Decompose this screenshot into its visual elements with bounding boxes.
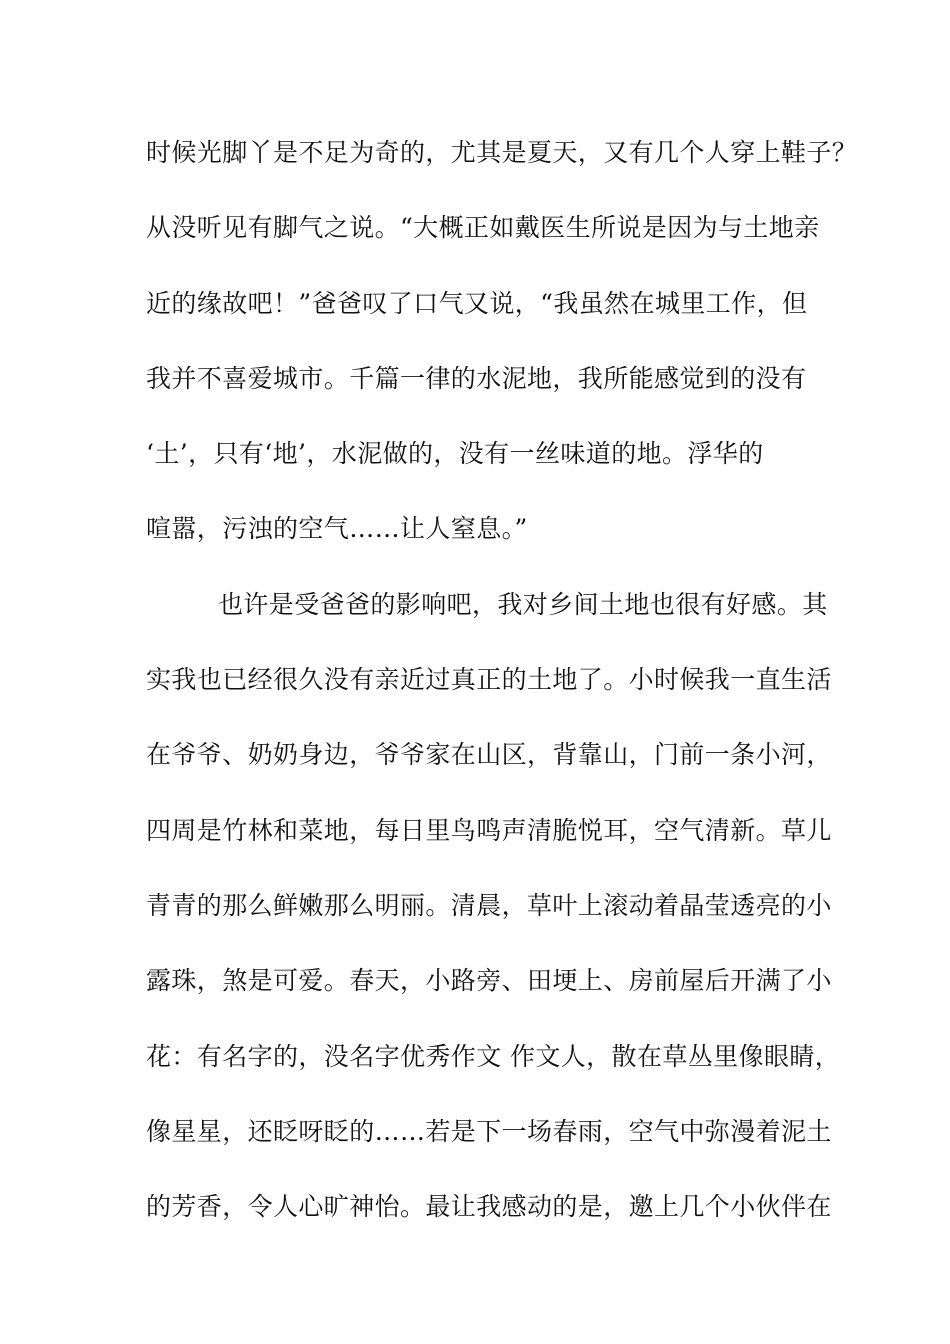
text-line: 我并不喜爱城市。千篇一律的水泥地，我所能感觉到的没有 xyxy=(146,363,807,393)
text-line: 的芳香，令人心旷神怡。最让我感动的是，邀上几个小伙伴在 xyxy=(146,1192,832,1222)
text-line: 露珠，煞是可爱。春天，小路旁、田埂上、房前屋后开满了小 xyxy=(146,966,832,996)
body-text xyxy=(146,128,858,1257)
text-line: 在爷爷、奶奶身边，爷爷家在山区，背靠山，门前一条小河， xyxy=(146,740,832,770)
text-line: 实我也已经很久没有亲近过真正的土地了。小时候我一直生活 xyxy=(146,665,832,695)
text-line: 四周是竹林和菜地，每日里鸟鸣声清脆悦耳，空气清新。草儿 xyxy=(146,815,832,845)
text-line: 青青的那么鲜嫩那么明丽。清晨，草叶上滚动着晶莹透亮的小 xyxy=(146,890,832,920)
text-line: 近的缘故吧！”爸爸叹了口气又说，“我虽然在城里工作，但 xyxy=(146,288,808,318)
text-line: 像星星，还眨呀眨的……若是下一场春雨，空气中弥漫着泥土 xyxy=(146,1116,832,1146)
text-line: 花：有名字的，没名字优秀作文 作文人，散在草丛里像眼睛， xyxy=(146,1041,841,1071)
text-line: 从没听见有脚气之说。“大概正如戴医生所说是因为与土地亲 xyxy=(146,213,820,243)
text-line: 时候光脚丫是不足为奇的，尤其是夏天，又有几个人穿上鞋子？ xyxy=(146,138,858,167)
paragraph-first-line: 也许是受爸爸的影响吧，我对乡间土地也很有好感。其 xyxy=(218,589,828,619)
text-line: 喧嚣，污浊的空气……让人窒息。” xyxy=(146,514,528,544)
text-line: ‘土’，只有‘地’，水泥做的，没有一丝味道的地。浮华的 xyxy=(146,439,764,469)
